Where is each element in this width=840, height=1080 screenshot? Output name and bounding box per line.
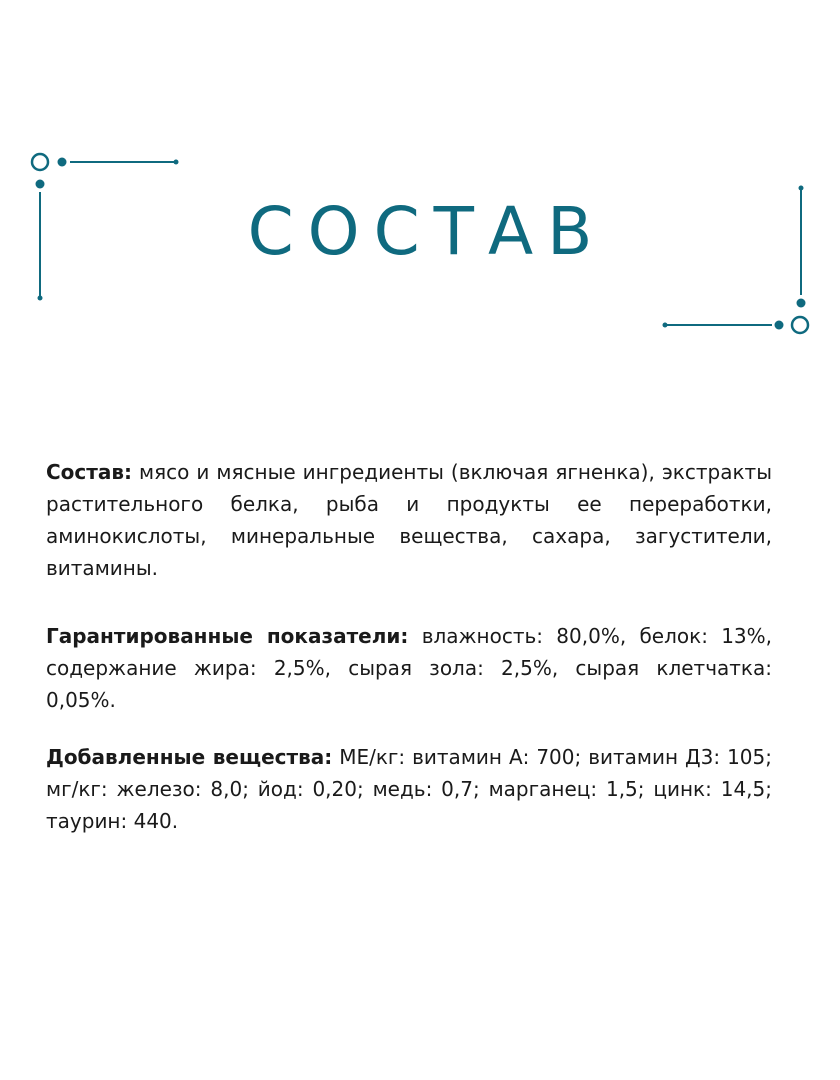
guaranteed-values-paragraph <box>46 620 772 716</box>
frame-dot-top-left-h <box>58 158 67 167</box>
additives-label: Добавленные вещества: <box>46 745 333 769</box>
frame-ring-bottom-right <box>792 317 808 333</box>
composition-label: Состав: <box>46 460 133 484</box>
guaranteed-values-text: влажность: 80,0%, белок: 13%, содержание жира: 2,5%, сырая зола: 2,5%, сырая клетчатка: 0,05%. <box>46 624 773 712</box>
additives-text: МЕ/кг: витамин А: 700; витамин Д3: 105; мг/кг: железо: 8,0; йод: 0,20; медь: 0,7; марганец: 1,5; цинк: 14,5; таурин: 440. <box>46 745 772 833</box>
frame-end-top-left-h <box>174 160 179 165</box>
composition-paragraph <box>46 456 772 584</box>
frame-dot-bottom-right-h <box>775 321 784 330</box>
frame-end-top-left-v <box>38 296 43 301</box>
frame-end-bottom-right-v <box>799 186 804 191</box>
page-title: СОСТАВ <box>247 193 607 270</box>
frame-dot-bottom-right-v <box>797 299 806 308</box>
frame-dot-top-left-v <box>36 180 45 189</box>
frame-end-bottom-right-h <box>663 323 668 328</box>
guaranteed-values-label: Гарантированные показатели: <box>46 624 409 648</box>
frame-ring-top-left <box>32 154 48 170</box>
additives-paragraph <box>46 741 772 837</box>
composition-text: мясо и мясные ингредиенты (включая ягненка), экстракты растительного белка, рыба и продукты ее переработки, аминокислоты, минеральные вещества, сахара, загустители, витамины. <box>46 460 772 580</box>
